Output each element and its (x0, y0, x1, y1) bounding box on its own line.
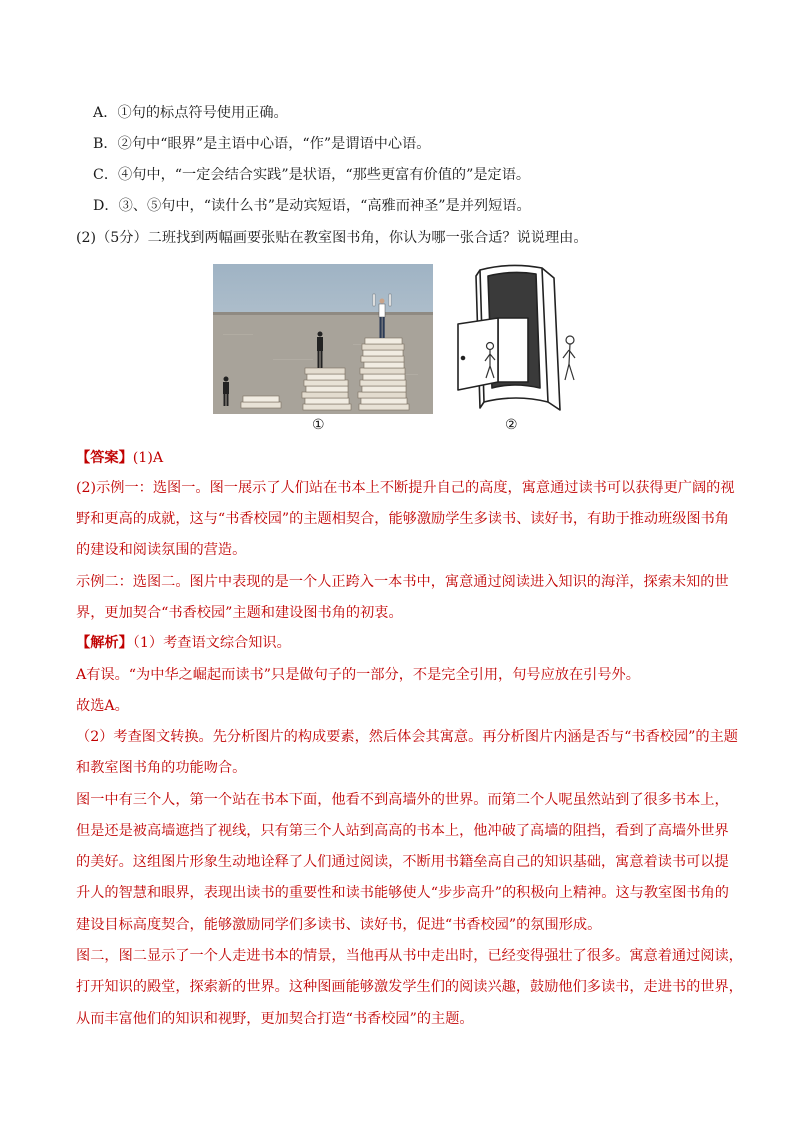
option-c (93, 165, 530, 185)
option-letter: C． (93, 167, 119, 183)
figure-2-caption: ② (505, 417, 518, 433)
analysis-heading (76, 633, 291, 653)
analysis-tag: 【解析】 (76, 635, 133, 651)
analysis-line: 图二，图二显示了一个人走进书本的情景，当他再从书中走出时，已经变得强壮了很多。寓意着通过阅读， (76, 948, 743, 964)
option-text: ①句的标点符号使用正确。 (117, 105, 288, 121)
analysis-line: 的美好。这组图片形象生动地诠释了人们通过阅读，不断用书籍垒高自己的知识基础，寓意着读书可以提 (76, 854, 729, 870)
analysis-line: A有误。“为中华之崛起而读书”只是做句子的一部分，不是完全引用，句号应放在引号外。 (76, 667, 640, 683)
option-letter: D． (93, 198, 119, 214)
analysis-line: （2）考查图文转换。先分析图片的构成要素，然后体会其寓意。再分析图片内涵是否与“书香校园”的主题 (76, 729, 738, 745)
book-stack-small (241, 396, 281, 408)
answer-line: 界，更加契合“书香校园”主题和建设图书角的初衷。 (76, 605, 403, 621)
option-b (93, 134, 430, 154)
analysis-part-1: （1）考查语文综合知识。 (132, 635, 291, 651)
person-walking-out (563, 336, 575, 380)
answer-line: 示例二：选图二。图片中表现的是一个人正跨入一本书中，寓意通过阅读进入知识的海洋，探索未知的世 (76, 574, 729, 590)
analysis-line: 建设目标高度契合，能够激励同学们多读书、读好书，促进“书香校园”的氛围形成。 (76, 917, 602, 933)
option-letter: B． (93, 136, 118, 152)
figure-1-book-stacks (213, 264, 433, 414)
book-stack-medium (302, 368, 351, 410)
question-2: (2)（5分）二班找到两幅画要张贴在教室图书角，你认为哪一张合适？说说理由。 (76, 230, 588, 246)
analysis-line: 升人的智慧和眼界，表现出读书的重要性和读书能够使人“步步高升”的积极向上精神。这与教室图书角的 (76, 885, 729, 901)
analysis-line: 打开知识的殿堂，探索新的世界。这种图画能够激发学生们的阅读兴趣，鼓励他们多读书，走进书的世界， (76, 979, 743, 995)
answer-line: (2)示例一：选图一。图一展示了人们站在书本上不断提升自己的高度，寓意通过读书可以获得更广阔的视 (76, 480, 735, 496)
option-d (93, 196, 531, 216)
analysis-line: 图一中有三个人，第一个站在书本下面，他看不到高墙外的世界。而第二个人呢虽然站到了很多书本上， (76, 792, 729, 808)
figure-1-caption: ① (312, 417, 325, 433)
answer-line: 野和更高的成就，这与“书香校园”的主题相契合，能够激励学生多读书、读好书，有助于推动班级图书角 (76, 511, 729, 527)
option-text: ②句中“眼界”是主语中心语，“作”是谓语中心语。 (117, 136, 431, 152)
answer-tag: 【答案】 (76, 450, 133, 466)
option-text: ③、⑤句中，“读什么书”是动宾短语，“高雅而神圣”是并列短语。 (118, 198, 531, 214)
analysis-line: 故选A。 (76, 698, 129, 714)
answer-line: 的建设和阅读氛围的营造。 (76, 542, 247, 558)
figure-2-book-door (450, 262, 582, 414)
analysis-line: 从而丰富他们的知识和视野，更加契合打造“书香校园”的主题。 (76, 1011, 474, 1027)
analysis-line: 但是还是被高墙遮挡了视线，只有第三个人站到高高的书本上，他冲破了高墙的阻挡，看到了高墙外世界 (76, 823, 729, 839)
option-letter: A． (93, 105, 118, 121)
answer-part-1: (1)A (132, 450, 164, 466)
analysis-line: 和教室图书角的功能吻合。 (76, 760, 247, 776)
option-text: ④句中，“一定会结合实践”是状语，“那些更富有价值的”是定语。 (118, 167, 531, 183)
answer-heading (76, 448, 163, 468)
option-a (93, 103, 288, 123)
book-stack-tall (358, 338, 409, 410)
